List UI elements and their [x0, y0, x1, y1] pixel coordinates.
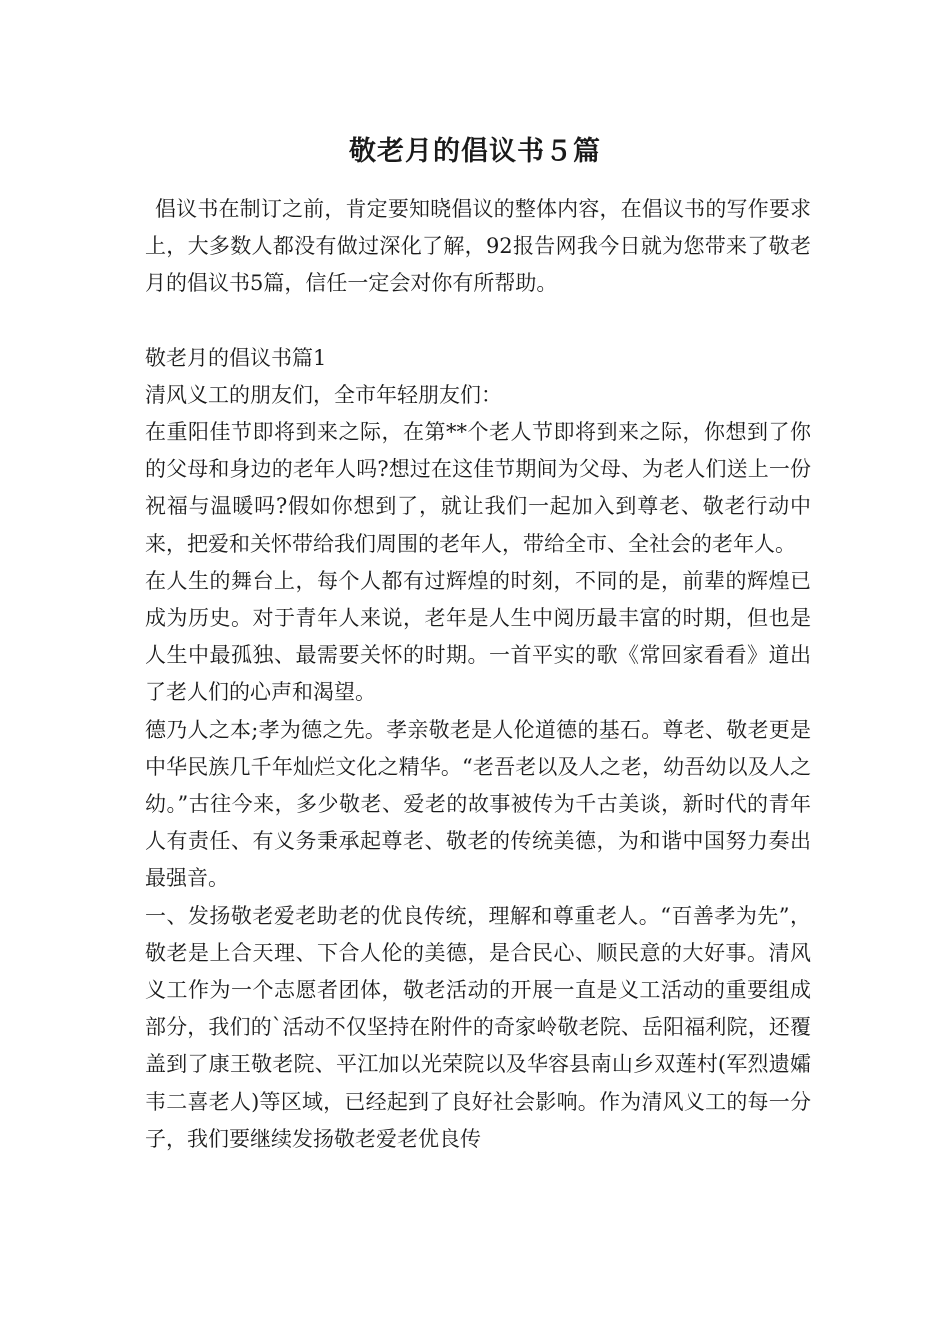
intro-paragraph: 倡议书在制订之前，肯定要知晓倡议的整体内容，在倡议书的写作要求上，大多数人都没有做过深化了解，92报告网我今日就为您带来了敬老月的倡议书5篇，信任一定会对你有所帮助。	[145, 197, 811, 296]
section-heading: 敬老月的倡议书篇1	[145, 345, 327, 370]
body-paragraph-3: 德乃人之本;孝为德之先。孝亲敬老是人伦道德的基石。尊老、敬老更是中华民族几千年灿烂文化之精华。“老吾老以及人之老，幼吾幼以及人之幼。”古往今来，多少敬老、爱老的故事被传为千古美谈，新时代的青年人有责任、有义务秉承起尊老、敬老的传统美德，为和谐中国努力奏出最强音。	[145, 717, 811, 891]
paragraph-spacer	[145, 303, 811, 340]
body-paragraph-4: 一、发扬敬老爱老助老的优良传统，理解和尊重老人。“百善孝为先”，敬老是上合天理、下合人伦的美德，是合民心、顺民意的大好事。清风义工作为一个志愿者团体，敬老活动的开展一直是义工活动的重要组成部分，我们的`活动不仅坚持在附件的奇家岭敬老院、岳阳福利院，还覆盖到了康王敬老院、平江加以光荣院以及华容县南山乡双莲村(军烈遗孀韦二喜老人)等区域，已经起到了良好社会影响。作为清风义工的每一分子，我们要继续发扬敬老爱老优良传	[145, 903, 811, 1151]
body-paragraph-2: 在人生的舞台上，每个人都有过辉煌的时刻，不同的是，前辈的辉煌已成为历史。对于青年人来说，老年是人生中阅历最丰富的时期，但也是人生中最孤独、最需要关怀的时期。一首平实的歌《常回家看看》道出了老人们的心声和渴望。	[145, 568, 811, 705]
document-body	[145, 191, 811, 1158]
salutation: 清风义工的朋友们，全市年轻朋友们：	[145, 382, 502, 407]
document-title: 敬老月的倡议书５篇	[349, 136, 601, 167]
body-paragraph-1: 在重阳佳节即将到来之际，在第**个老人节即将到来之际，你想到了你的父母和身边的老年人吗?想过在这佳节期间为父母、为老人们送上一份祝福与温暖吗?假如你想到了，就让我们一起加入到尊老、敬老行动中来，把爱和关怀带给我们周围的老年人，带给全市、全社会的老年人。	[145, 420, 811, 556]
